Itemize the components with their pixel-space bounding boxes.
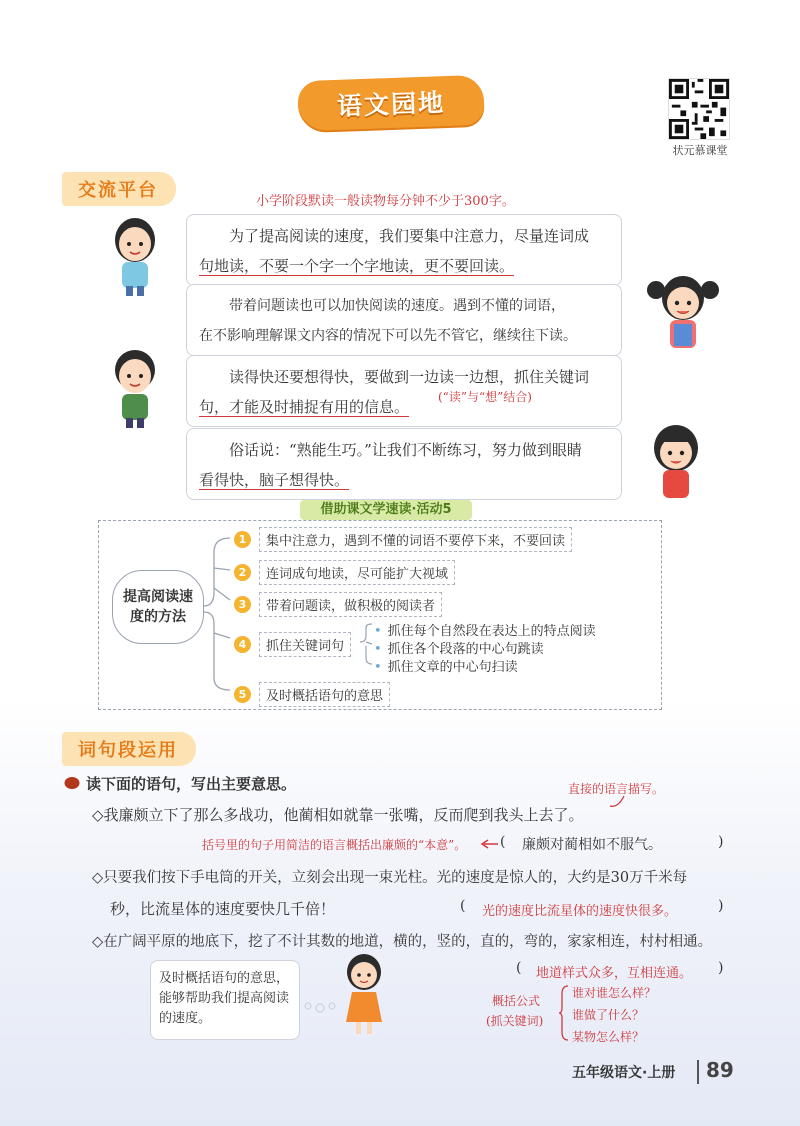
q1-paren-open: ( bbox=[500, 834, 506, 850]
q2-paren-open: ( bbox=[460, 898, 466, 914]
page-title-banner bbox=[297, 75, 485, 131]
boy-2-illustration bbox=[106, 344, 164, 428]
formula-sublabel: (抓关键词) bbox=[486, 1014, 544, 1028]
mindmap-sub-bracket bbox=[358, 622, 374, 666]
q1-sentence: ◇我廉颇立下了那么多战功，他蔺相如就靠一张嘴，反而爬到我头上去了。 bbox=[92, 806, 584, 824]
bubble-1 bbox=[186, 214, 622, 286]
footer-book-title: 五年级语文·上册 bbox=[572, 1065, 676, 1081]
bubble-3 bbox=[186, 355, 622, 427]
qr-caption: 状元慕课堂 bbox=[672, 144, 728, 157]
q3-paren-close: ) bbox=[718, 960, 724, 976]
bubble-4-line-1: 俗话说：“熟能生巧。”让我们不断练习，努力做到眼睛 bbox=[229, 441, 582, 459]
bubble-3-annotation: (“读”与“想”结合) bbox=[438, 390, 532, 404]
mindmap-center: 提高阅读速度的方法 bbox=[112, 570, 204, 644]
annotation-arrow-icon bbox=[608, 794, 628, 810]
mindmap-sub-item-2: • 抓住各个段落的中心句跳读 bbox=[374, 638, 544, 657]
q3-sentence: ◇在广阔平原的地底下，挖了不计其数的地道，横的，竖的，直的，弯的，家家相连，村村相通。 bbox=[92, 934, 713, 950]
exercise-instruction: 读下面的语句，写出主要意思。 bbox=[86, 775, 297, 793]
girl-1-illustration bbox=[646, 270, 720, 354]
mindmap-item-1-text: 集中注意力，遇到不懂的词语不要停下来，不要回读 bbox=[259, 527, 572, 552]
thought-dots-icon bbox=[300, 996, 340, 1016]
formula-brace bbox=[558, 984, 570, 1042]
mindmap-item-3-number: 3 bbox=[234, 596, 251, 613]
mindmap-item-1-number: 1 bbox=[234, 531, 251, 548]
mindmap-item-3 bbox=[234, 592, 442, 617]
bubble-4 bbox=[186, 428, 622, 500]
qr-code-icon[interactable] bbox=[668, 78, 730, 140]
bubble-2 bbox=[186, 284, 622, 356]
q2-answer: 光的速度比流星体的速度快很多。 bbox=[482, 904, 678, 919]
girl-2-illustration bbox=[646, 420, 706, 504]
q1-answer: 廉颇对蔺相如不服气。 bbox=[522, 837, 662, 853]
mindmap-item-5-number: 5 bbox=[234, 686, 251, 703]
formula-line-1: 谁对谁怎么样？ bbox=[572, 986, 657, 1000]
boy-1-illustration bbox=[106, 212, 164, 296]
mindmap-sub-item-1: • 抓住每个自然段在表达上的特点阅读 bbox=[374, 620, 596, 639]
q1-hint: 括号里的句子用简洁的语言概括出廉颇的“本意”。 bbox=[202, 838, 467, 852]
bubble-2-line-1: 带着问题读也可以加快阅读的速度。遇到不懂的词语， bbox=[229, 298, 565, 314]
section-tag-words: 词句段运用 bbox=[62, 732, 196, 766]
q1-annotation: 直接的语言描写。 bbox=[568, 782, 665, 796]
mindmap-item-4-text: 抓住关键词句 bbox=[259, 632, 351, 657]
girl-3-illustration bbox=[336, 950, 392, 1036]
tip-box: 及时概括语句的意思，能够帮助我们提高阅读的速度。 bbox=[150, 960, 300, 1040]
mindmap-item-1 bbox=[234, 527, 572, 552]
q1-paren-close: ) bbox=[718, 834, 724, 850]
q2-paren-close: ) bbox=[718, 898, 724, 914]
mindmap-title: 借助课文学速读·活动5 bbox=[300, 500, 472, 520]
mindmap-item-2-text: 连词成句地读，尽可能扩大视域 bbox=[259, 560, 455, 585]
mindmap-item-5 bbox=[234, 682, 390, 707]
section-tag-exchange: 交流平台 bbox=[62, 172, 176, 206]
q3-answer: 地道样式众多，互相连通。 bbox=[536, 966, 693, 981]
bubble-1-line-1: 为了提高阅读的速度，我们要集中注意力，尽量连词成 bbox=[229, 227, 590, 245]
q2-sentence-line-2: 秒，比流星体的速度要快几千倍！ bbox=[110, 900, 336, 918]
bubble-4-line-2: 看得快，脑子想得快。 bbox=[199, 471, 350, 489]
mindmap-item-4-number: 4 bbox=[234, 636, 251, 653]
bullet-icon bbox=[64, 776, 80, 790]
mindmap-item-2-number: 2 bbox=[234, 564, 251, 581]
mindmap-sub-item-3: • 抓住文章的中心句扫读 bbox=[374, 656, 518, 675]
footer-separator bbox=[697, 1060, 699, 1084]
bubble-3-line-2: 句，才能及时捕捉有用的信息。 bbox=[199, 398, 410, 416]
hint-arrow-icon bbox=[478, 838, 500, 850]
formula-line-3: 某物怎么样？ bbox=[572, 1030, 645, 1044]
bubble-3-line-1: 读得快还要想得快，要做到一边读一边想，抓住关键词 bbox=[229, 368, 590, 386]
q3-paren-open: ( bbox=[516, 960, 522, 976]
mindmap-item-2 bbox=[234, 560, 455, 585]
q2-sentence-line-1: ◇只要我们按下手电筒的开关，立刻会出现一束光柱。光的速度是惊人的，大约是30万千米每 bbox=[92, 870, 688, 886]
page-number: 89 bbox=[706, 1058, 734, 1082]
bubble-2-line-2: 在不影响理解课文内容的情况下可以先不管它，继续往下读。 bbox=[199, 328, 577, 344]
formula-label: 概括公式 bbox=[492, 994, 541, 1008]
page-title: 语文园地 bbox=[336, 88, 446, 121]
mindmap-item-4 bbox=[234, 632, 351, 657]
top-annotation: 小学阶段默读一般读物每分钟不少于300字。 bbox=[256, 194, 515, 209]
mindmap-item-3-text: 带着问题读，做积极的阅读者 bbox=[259, 592, 442, 617]
formula-line-2: 谁做了什么？ bbox=[572, 1008, 645, 1022]
mindmap-item-5-text: 及时概括语句的意思 bbox=[259, 682, 390, 707]
bubble-1-line-2: 句地读，不要一个字一个字地读，更不要回读。 bbox=[199, 257, 515, 275]
